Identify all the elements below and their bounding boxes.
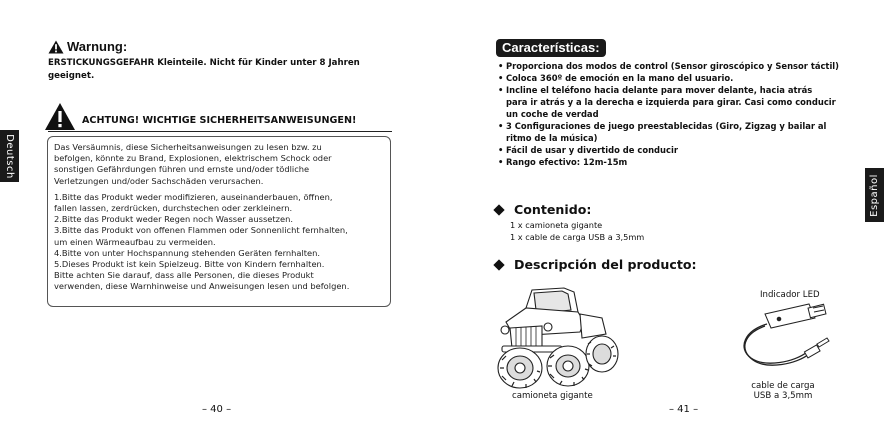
language-tab-label: Deutsch	[4, 133, 16, 179]
safety-notice-box	[47, 136, 391, 307]
safety-item-1: 1.Bitte das Produkt weder modifizieren, auseinanderbauen, öffnen, fallen lassen, zerdrücken, durchstechen oder zerkleinern.	[54, 191, 333, 214]
cable-caption	[742, 381, 824, 401]
safety-instructions-heading	[44, 102, 356, 131]
contents-item: 1 x cable de carga USB a 3,5mm	[510, 232, 645, 242]
choking-hazard-text: ERSTICKUNGSGEFAHR Kleinteile. Nicht für Kinder unter 8 Jahren geeignet.	[48, 58, 360, 81]
contents-item: 1 x camioneta gigante	[510, 220, 603, 230]
warning-heading	[48, 39, 127, 54]
warning-triangle-large-icon	[44, 102, 76, 131]
feature-item: • Proporciona dos modos de control (Sensor giroscópico y Sensor táctil)	[498, 60, 864, 72]
features-list	[498, 60, 864, 168]
contents-list	[510, 219, 644, 243]
safety-notice-intro: Das Versäumnis, diese Sicherheitsanweisungen zu lesen bzw. zu befolgen, könnte zu Brand, Explosionen, elektrischem Schock oder sonstigen Gefährdungen führen und ernste und/oder tödliche Verletzungen und/oder Sachschäden verursachen.	[54, 142, 332, 186]
language-tab-deutsch	[0, 130, 19, 182]
feature-item: • Incline el teléfono hacia delante para mover delante, hacia atrás para ir atrás y a la derecha e izquierda para girar. Casi como conducir un coche de verdad	[498, 84, 864, 120]
monster-truck-illustration	[492, 282, 620, 390]
language-tab-espanol	[865, 168, 884, 222]
diamond-bullet-icon	[493, 259, 504, 270]
safety-item-3: 3.Bitte das Produkt von offenen Flammen oder Sonnenlicht fernhalten, um einen Wärmeaufbau zu vermeiden.	[54, 225, 348, 247]
warning-triangle-icon	[48, 40, 64, 54]
page-number-right: – 41 –	[669, 404, 699, 415]
diamond-bullet-icon	[493, 204, 504, 215]
safety-item-2: 2.Bitte das Produkt weder Regen noch Wasser aussetzen.	[54, 214, 293, 225]
page-number-left: – 40 –	[202, 404, 232, 415]
cable-caption-line: USB a 3,5mm	[753, 391, 813, 401]
feature-item: • Rango efectivo: 12m-15m	[498, 156, 864, 168]
safety-instructions-title: ACHTUNG! WICHTIGE SICHERHEITSANWEISUNGEN!	[82, 115, 357, 126]
feature-item: • Coloca 360º de emoción en la mano del usuario.	[498, 72, 864, 84]
feature-item: • Fácil de usar y divertido de conducir	[498, 144, 864, 156]
heading-divider	[48, 131, 392, 132]
truck-caption: camioneta gigante	[512, 391, 593, 401]
language-tab-label: Español	[869, 173, 880, 217]
description-title: Descripción del producto:	[514, 257, 697, 272]
warning-title: Warnung:	[67, 39, 128, 54]
right-page	[442, 0, 884, 442]
led-indicator-caption: Indicador LED	[760, 290, 820, 300]
cable-caption-line: cable de carga	[751, 381, 815, 391]
safety-item-4: 4.Bitte von unter Hochspannung stehenden Geräten fernhalten.	[54, 247, 321, 258]
features-title: Características:	[496, 39, 606, 57]
contents-title: Contenido:	[514, 202, 592, 217]
contents-heading	[495, 202, 591, 217]
usb-cable-illustration	[735, 296, 833, 376]
feature-item: • 3 Configuraciones de juego preestablecidas (Giro, Zigzag y bailar al ritmo de la música)	[498, 120, 864, 144]
description-heading	[495, 257, 697, 272]
safety-item-5: 5.Dieses Produkt ist kein Spielzeug. Bitte von Kindern fernhalten. Bitte achten Sie darauf, dass alle Personen, die dieses Produkt verwenden, diese Warnhinweise und Anweisungen lesen und befolgen.	[54, 259, 350, 292]
